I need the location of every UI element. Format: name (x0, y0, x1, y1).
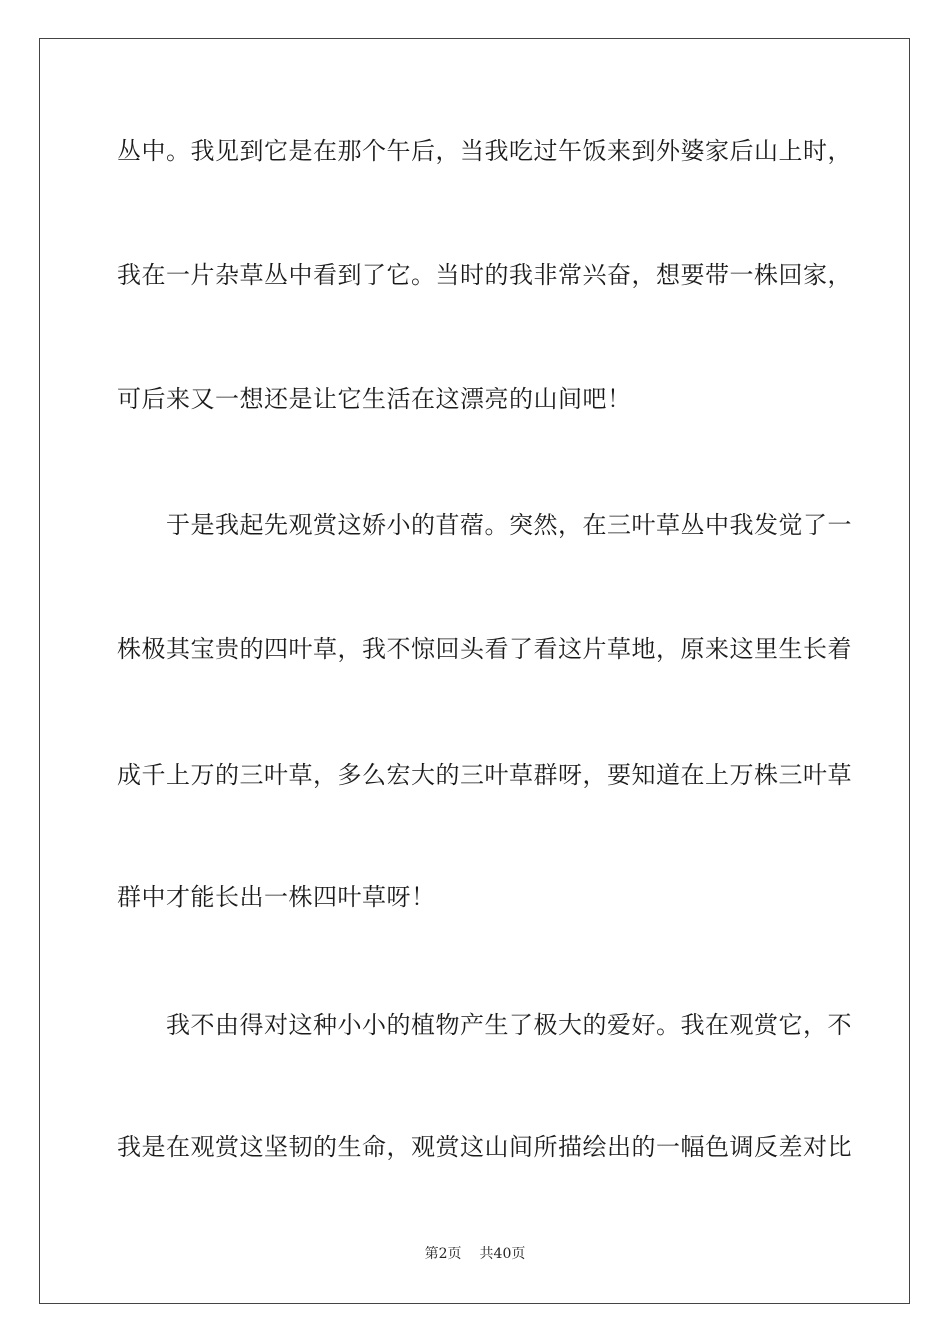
text-line-3: 可后来又一想还是让它生活在这漂亮的山间吧！ (117, 385, 632, 413)
page-border (39, 38, 910, 1304)
text-line-5: 株极其宝贵的四叶草，我不惊回头看了看这片草地，原来这里生长着 (117, 635, 852, 663)
text-line-1: 丛中。我见到它是在那个午后，当我吃过午饭来到外婆家后山上时， (117, 137, 852, 165)
current-page-label: 第2页 (424, 1246, 462, 1262)
page-footer (0, 1244, 950, 1264)
text-line-9: 我是在观赏这坚韧的生命，观赏这山间所描绘出的一幅色调反差对比 (117, 1133, 852, 1161)
text-line-6: 成千上万的三叶草，多么宏大的三叶草群呀，要知道在上万株三叶草 (117, 761, 852, 789)
text-line-8: 我不由得对这种小小的植物产生了极大的爱好。我在观赏它，不 (117, 1011, 852, 1039)
text-line-2: 我在一片杂草丛中看到了它。当时的我非常兴奋，想要带一株回家， (117, 261, 852, 289)
total-pages-label: 共40页 (479, 1246, 526, 1262)
text-line-4: 于是我起先观赏这娇小的苜蓿。突然，在三叶草丛中我发觉了一 (117, 511, 852, 539)
text-line-7: 群中才能长出一株四叶草呀！ (117, 883, 436, 911)
